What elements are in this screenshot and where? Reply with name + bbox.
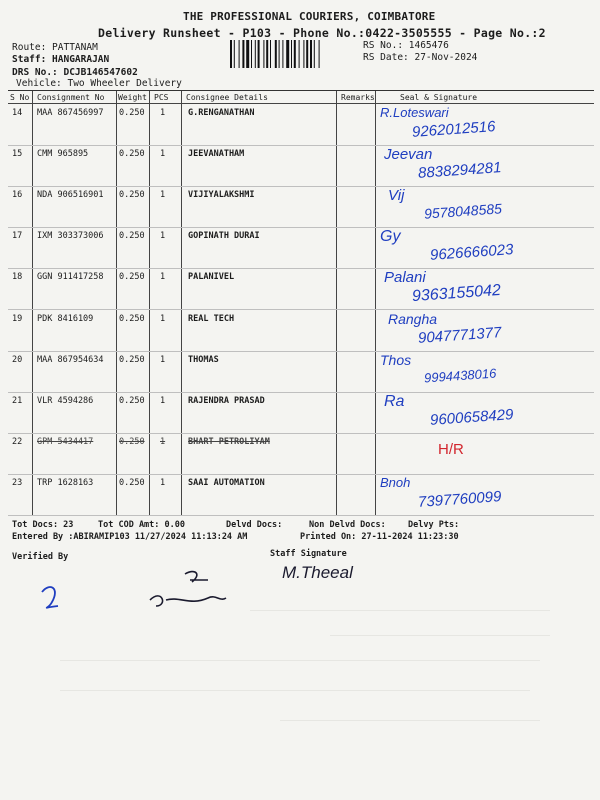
entered-by: Entered By :ABIRAMIP103 11/27/2024 11:13:24 AM [12,532,248,542]
header-sno: S No [10,93,30,102]
barcode-bar [299,40,300,68]
row-consignment-number: IXM 303373006 [37,231,104,242]
header-weight: Weight [118,93,147,102]
barcode-bar [242,40,244,68]
row-consignment-number: MAA 867456997 [37,108,104,118]
row-sno: 22 [12,436,23,447]
row-sno: 21 [12,395,23,406]
row-pcs: 1 [160,354,166,365]
handwritten-signature: Thos [380,351,412,368]
handwritten-phone-number: 9994438016 [423,365,497,386]
row-sno: 19 [12,313,23,324]
table-row [8,351,594,393]
row-weight: 0.250 [119,354,145,365]
table-row [8,310,594,352]
handwritten-phone-number: 9047771377 [417,323,502,347]
row-consignee: SAAI AUTOMATION [188,477,265,488]
barcode-bar [266,40,268,68]
document-title: THE PROFESSIONAL COURIERS, COIMBATORE [183,10,436,23]
barcode-bar [270,40,271,68]
table-row [8,474,594,516]
row-consignment-number: GPM 5434417 [37,436,94,447]
row-sno: 17 [12,231,23,242]
row-sno: 18 [12,272,23,283]
document-subtitle: Delivery Runsheet - P103 - Phone No.:0422-3505555 - Page No.:2 [98,26,546,40]
handwritten-signature: R.Loteswari [380,105,449,120]
row-weight: 0.250 [119,231,145,242]
delivered-docs: Delvd Docs: [226,520,283,530]
row-consignment-number: NDA 906516901 [37,190,104,201]
barcode-bar [303,40,304,68]
handwritten-phone-number: 9626666023 [429,241,514,265]
handwritten-signature: Palani [384,269,426,287]
handwritten-signature: Gy [380,228,401,246]
rs-number: RS No.: 1465476 [363,40,449,51]
row-weight: 0.250 [119,436,145,447]
row-consignee: PALANIVEL [188,272,235,283]
row-pcs: 1 [160,395,166,406]
delivery-table [8,90,594,516]
row-consignment-number: MAA 867954634 [37,354,104,365]
barcode-bar [294,40,296,68]
bleed-through-line [280,720,540,721]
handwritten-phone-number: 9600658429 [429,405,514,429]
delivery-points: Delvy Pts: [408,520,460,530]
barcode-bar [310,40,312,68]
barcode-bar [230,40,232,68]
header-remarks: Remarks [341,93,375,102]
row-divider [8,515,594,516]
table-row [8,104,594,146]
total-docs: Tot Docs: 23 [12,520,74,530]
total-cod: Tot COD Amt: 0.00 [98,520,185,530]
row-pcs: 1 [160,313,166,324]
row-consignment-number: TRP 1628163 [37,477,94,488]
row-sno: 23 [12,477,23,488]
barcode-bar [314,40,315,68]
row-consignee: VIJIYALAKSHMI [188,190,255,201]
handwritten-signature: Jeevan [384,146,433,164]
barcode-bar [263,40,264,68]
row-pcs: 1 [160,477,166,488]
row-pcs: 1 [160,108,166,118]
row-pcs: 1 [160,231,166,242]
barcode-bar [291,40,292,68]
bleed-through-line [250,610,550,611]
barcode-bar [286,40,289,68]
printed-on: Printed On: 27-11-2024 11:23:30 [300,532,459,542]
drs-number: DRS No.: DCJB146547602 [12,67,138,78]
table-row [8,227,594,269]
table-row [8,145,594,187]
row-weight: 0.250 [119,149,145,160]
row-weight: 0.250 [119,108,145,118]
handwritten-phone-number: 9578048585 [423,200,503,222]
handwritten-signature: Ra [384,392,405,410]
header-pcs: PCS [154,93,169,102]
row-consignee: GOPINATH DURAI [188,231,260,242]
row-sno: 15 [12,149,23,160]
row-weight: 0.250 [119,395,145,406]
rs-date: RS Date: 27-Nov-2024 [363,52,478,63]
row-sno: 20 [12,354,23,365]
barcode-bar [255,40,256,68]
row-pcs: 1 [160,149,166,160]
handwritten-phone-number: 9262012516 [411,118,496,141]
barcode-bar [239,40,240,68]
verified-by-signature [30,560,240,615]
header-consignee: Consignee Details [186,93,268,102]
row-consignee: REAL TECH [188,313,235,324]
staff-signature: M.Theeal [282,563,353,582]
row-consignment-number: VLR 4594286 [37,395,94,406]
barcode-bar [246,40,249,68]
row-consignment-number: GGN 911417258 [37,272,104,283]
verified-by-label: Verified By [12,552,69,562]
barcode-image [229,40,360,68]
barcode-bar [275,40,277,68]
row-consignee: BHART PETROLIYAM [188,436,270,447]
barcode-bar [306,40,308,68]
table-row [8,268,594,310]
row-consignee: JEEVANATHAM [188,149,245,160]
handwritten-phone-number: 7397760099 [417,488,502,511]
handwritten-signature: H/R [438,440,464,458]
staff-label: Staff: HANGARAJAN [12,54,110,65]
handwritten-phone-number: 8838294281 [417,159,502,182]
vehicle-label: Vehicle: Two Wheeler Delivery [16,78,182,89]
handwritten-signature: Vij [388,187,405,205]
handwritten-phone-number: 9363155042 [411,282,502,306]
bleed-through-line [60,690,530,691]
barcode-bar [234,40,235,68]
row-sno: 16 [12,190,23,201]
row-consignment-number: PDK 8416109 [37,313,94,324]
table-row [8,392,594,434]
barcode-bar [319,40,320,68]
row-weight: 0.250 [119,313,145,324]
table-row [8,433,594,475]
row-weight: 0.250 [119,272,145,283]
row-pcs: 1 [160,190,166,201]
handwritten-signature: Bnoh [380,474,411,490]
barcode-bar [279,40,280,68]
header-consignment: Consignment No [37,93,105,102]
route-label: Route: PATTANAM [12,42,98,53]
row-consignment-number: CMM 965895 [37,149,89,160]
bleed-through-line [60,660,540,661]
row-consignee: RAJENDRA PRASAD [188,395,265,406]
row-sno: 14 [12,108,23,118]
barcode-bar [282,40,283,68]
staff-signature-label: Staff Signature [270,549,347,559]
non-delivered-docs: Non Delvd Docs: [309,520,386,530]
row-weight: 0.250 [119,190,145,201]
row-pcs: 1 [160,272,166,283]
row-consignee: THOMAS [188,354,219,365]
table-row [8,186,594,228]
barcode-bar [251,40,252,68]
handwritten-signature: Rangha [388,310,438,327]
barcode-bar [258,40,260,68]
row-consignee: G.RENGANATHAN [188,108,255,118]
header-seal: Seal & Signature [400,93,478,102]
row-weight: 0.250 [119,477,145,488]
bleed-through-line [330,635,550,636]
row-pcs: 1 [160,436,166,447]
